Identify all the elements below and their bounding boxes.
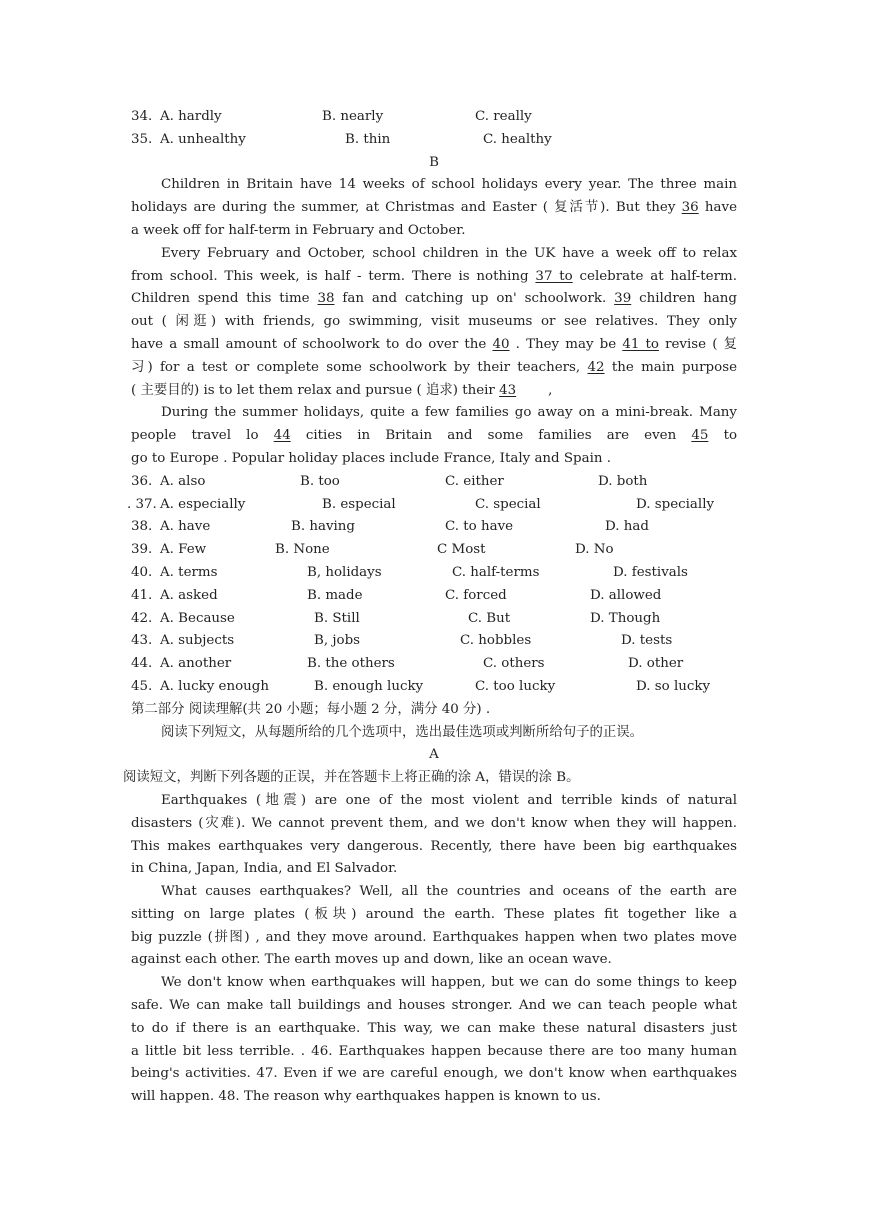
option-c: C. either	[445, 473, 504, 489]
blank-40: 40	[492, 336, 510, 352]
question-number: . 37.	[127, 496, 157, 512]
option-row	[131, 585, 737, 608]
option-row	[131, 676, 737, 699]
text-line: have a small amount of schoolwork to do over the 40 . They may be 41 to revise ( 复	[131, 336, 737, 352]
passage-b-paragraph-2	[131, 243, 737, 403]
text-line: safe. We can make tall buildings and houses stronger. And we can teach people what	[131, 998, 737, 1014]
blank-45: 45	[691, 428, 709, 444]
option-d: D. Though	[590, 610, 661, 626]
option-c: C. healthy	[483, 131, 552, 147]
judge-instructions: 阅读短文，判断下列各题的正误，并在答题卡上将正确的涂 A，错误的涂 B。	[123, 770, 580, 786]
option-d: D. both	[598, 473, 648, 489]
option-b: B. having	[291, 519, 356, 535]
option-row	[131, 539, 737, 562]
option-a: A. Few	[160, 542, 207, 558]
option-b: B. thin	[345, 131, 391, 147]
option-c: C Most	[437, 542, 486, 558]
option-row	[127, 494, 737, 517]
text-line: ( 主要目的) is to let them relax and pursue ( 追求) their 43 ,	[131, 382, 553, 398]
option-a: A. especially	[160, 496, 246, 512]
option-b: B. made	[307, 587, 363, 603]
option-b: B. too	[300, 473, 340, 489]
question-35	[131, 129, 737, 152]
option-row	[131, 516, 737, 539]
question-34	[131, 106, 737, 129]
text-line: out ( 闲逛) with friends, go swimming, visit museums or see relatives. They only	[131, 314, 737, 330]
blank-43: 43	[499, 382, 517, 398]
blank-44: 44	[273, 428, 291, 444]
question-number: 44.	[131, 656, 153, 672]
option-a: A. lucky enough	[160, 678, 269, 694]
option-d: D. other	[628, 656, 684, 672]
question-number: 40.	[131, 564, 153, 580]
section-a-heading: A	[429, 747, 439, 763]
option-row	[131, 608, 737, 631]
option-b: B. Still	[314, 610, 360, 626]
option-d: D. festivals	[613, 564, 688, 580]
option-a: A. unhealthy	[160, 131, 246, 147]
blank-42: 42	[587, 359, 605, 375]
question-number: 36.	[131, 473, 153, 489]
blank-37: 37 to	[535, 268, 573, 284]
text-line: in China, Japan, India, and El Salvador.	[131, 861, 398, 877]
text-line: big puzzle (拼图) , and they move around. Earthquakes happen when two plates move	[131, 929, 737, 945]
text-line: against each other. The earth moves up and down, like an ocean wave.	[131, 952, 612, 968]
question-number: 39.	[131, 542, 153, 558]
option-row	[131, 653, 737, 676]
text-line: What causes earthquakes? Well, all the countries and oceans of the earth are	[161, 884, 737, 900]
option-row	[131, 630, 737, 653]
option-d: D. allowed	[590, 587, 662, 603]
option-a: A. another	[160, 656, 232, 672]
option-c: C. to have	[445, 519, 514, 535]
text-line: go to Europe . Popular holiday places include France, Italy and Spain .	[131, 450, 612, 466]
option-a: A. asked	[160, 587, 218, 603]
option-b: B. enough lucky	[314, 678, 424, 694]
option-c: C. too lucky	[475, 678, 556, 694]
text-line: disasters (灾难). We cannot prevent them, and we don't know when they will happen.	[131, 815, 737, 831]
question-number: 45.	[131, 678, 153, 694]
option-a: A. hardly	[160, 109, 222, 124]
text-line: Every February and October, school children in the UK have a week off to relax	[161, 245, 737, 261]
option-c: C. others	[483, 656, 545, 672]
text-line: 习) for a test or complete some schoolwork by their teachers, 42 the main purpose	[131, 359, 737, 375]
text-line: from school. This week, is half - term. There is nothing 37 to celebrate at half-term.	[131, 268, 737, 284]
option-c: C. forced	[445, 587, 507, 603]
option-b: B. None	[275, 542, 330, 558]
text-line: sitting on large plates (板块) around the earth. These plates fit together like a	[131, 906, 737, 922]
question-number: 43.	[131, 633, 153, 649]
question-number: 34.	[131, 109, 153, 124]
text-line: to do if there is an earthquake. This way, we can make these natural disasters just	[131, 1020, 737, 1036]
text-line: a little bit less terrible. . 46. Earthquakes happen because there are too many human	[131, 1043, 737, 1059]
option-a: A. also	[160, 473, 206, 489]
text-line: Earthquakes (地震) are one of the most violent and terrible kinds of natural	[161, 792, 737, 808]
document-page	[123, 106, 737, 1109]
option-c: C. hobbles	[460, 633, 532, 649]
part-2-heading: 第二部分 阅读理解(共 20 小题；每小题 2 分，满分 40 分) .	[131, 701, 491, 717]
text-line: holidays are during the summer, at Christmas and Easter ( 复活节). But they 36 have	[131, 200, 737, 216]
question-number: 35.	[131, 131, 153, 147]
passage-b-paragraph-1	[131, 174, 737, 242]
text-line: Children in Britain have 14 weeks of school holidays every year. The three main	[161, 177, 737, 193]
option-row	[131, 471, 737, 494]
option-a: A. terms	[160, 564, 218, 580]
option-d: D. specially	[636, 496, 715, 512]
option-row	[131, 562, 737, 585]
text-line: Children spend this time 38 fan and catching up on' schoolwork. 39 children hang	[131, 291, 737, 307]
question-number: 42.	[131, 610, 153, 626]
option-a: A. have	[160, 519, 211, 535]
text-line: will happen. 48. The reason why earthquakes happen is known to us.	[131, 1089, 601, 1105]
text-line: being's activities. 47. Even if we are careful enough, we don't know when earthquakes	[131, 1066, 737, 1082]
blank-41: 41 to	[622, 336, 659, 352]
text-line: During the summer holidays, quite a few families go away on a mini-break. Many	[161, 405, 737, 421]
option-a: A. subjects	[160, 633, 235, 649]
option-b: B. the others	[307, 656, 395, 672]
text-line: people travel lo 44 cities in Britain and some families are even 45 to	[131, 428, 737, 444]
blank-39: 39	[614, 291, 632, 307]
blank-38: 38	[317, 291, 335, 307]
option-c: C. But	[468, 610, 511, 626]
option-c: C. half-terms	[452, 564, 540, 580]
text-line: We don't know when earthquakes will happen, but we can do some things to keep	[161, 975, 737, 991]
part-2-instructions: 阅读下列短文，从每题所给的几个选项中，选出最佳选项或判断所给句子的正误。	[161, 724, 644, 740]
section-b-heading: B	[429, 154, 439, 170]
text-line: This makes earthquakes very dangerous. Recently, there have been big earthquakes	[131, 838, 737, 854]
option-b: B, holidays	[307, 564, 382, 580]
option-d: D. so lucky	[636, 678, 711, 694]
text-line: a week off for half-term in February and October.	[131, 222, 466, 238]
options-list	[127, 471, 737, 699]
option-c: C. really	[475, 109, 532, 124]
option-d: D. tests	[621, 633, 673, 649]
passage-a	[131, 790, 737, 1109]
blank-36: 36	[681, 200, 699, 216]
option-d: D. had	[605, 519, 649, 535]
option-d: D. No	[575, 542, 614, 558]
option-c: C. special	[475, 496, 541, 512]
option-b: B. nearly	[322, 109, 384, 124]
question-number: 41.	[131, 587, 153, 603]
option-b: B, jobs	[314, 633, 361, 649]
option-b: B. especial	[322, 496, 396, 512]
option-a: A. Because	[160, 610, 235, 626]
passage-b-paragraph-3	[131, 402, 737, 470]
question-number: 38.	[131, 519, 153, 535]
